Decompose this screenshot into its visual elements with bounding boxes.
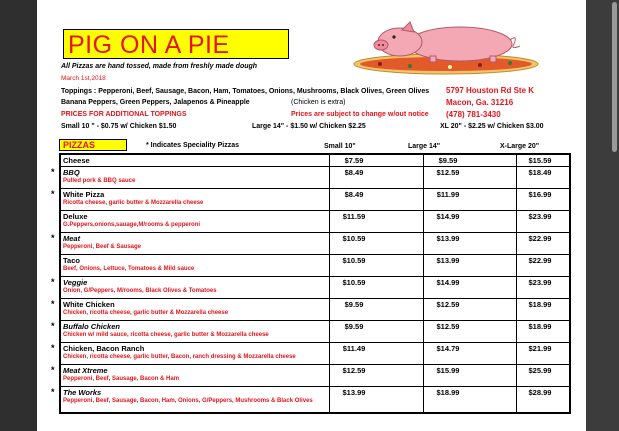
price-small: $8.49 — [344, 168, 364, 177]
price-xl: $15.59 — [528, 156, 552, 165]
price-large: $11.99 — [436, 190, 460, 199]
pizza-name: Deluxe — [63, 212, 88, 221]
price-xl: $21.99 — [528, 344, 552, 353]
specialty-star: * — [51, 167, 55, 177]
price-small: $13.99 — [342, 388, 366, 397]
price-xl: $22.99 — [528, 234, 552, 243]
restaurant-title: PIG ON A PIE — [68, 31, 230, 59]
pizza-description: Beef, Onions, Lettuce, Tomatoes & Mild sauce — [63, 266, 195, 272]
price-xl: $23.99 — [528, 212, 552, 221]
table-row — [61, 343, 569, 365]
pizza-name: BBQ — [63, 168, 80, 177]
table-row — [61, 277, 569, 299]
specialty-star: * — [51, 233, 55, 243]
price-xl: $28.99 — [528, 388, 552, 397]
additional-toppings-heading: PRICES FOR ADDITIONAL TOPPINGS — [61, 111, 187, 118]
pizza-description: Chicken, ricotta cheese, garlic butter, Bacon, ranch dressing & Mozzarella cheese — [63, 354, 296, 360]
column-header-xl: X-Large 20" — [500, 143, 540, 150]
price-small: $8.49 — [344, 190, 364, 199]
chicken-extra-note: (Chicken is extra) — [291, 99, 346, 106]
price-large: $9.59 — [438, 156, 458, 165]
column-header-small: Small 10" — [324, 143, 356, 150]
price-small: $10.59 — [342, 256, 366, 265]
price-large: $12.59 — [436, 300, 460, 309]
table-row — [61, 387, 569, 412]
price-small: $12.59 — [342, 366, 366, 375]
price-large: $12.59 — [436, 168, 460, 177]
table-row — [61, 167, 569, 189]
price-large: $13.99 — [436, 256, 460, 265]
price-large: $18.99 — [436, 388, 460, 397]
pizza-description: Pepperoni, Beef, Sausage, Bacon & Ham — [63, 376, 180, 382]
pizza-price-table — [59, 153, 571, 414]
pizza-description: Onion, G/Peppers, M/rooms, Black Olives & Tomatoes — [63, 288, 217, 294]
table-row — [61, 233, 569, 255]
price-xl: $16.99 — [528, 190, 552, 199]
tagline: All Pizzas are hand tossed, made from freshly made dough — [61, 63, 258, 70]
price-large: $15.99 — [436, 366, 460, 375]
specialty-star: * — [51, 387, 55, 397]
menu-date: March 1st,2018 — [61, 75, 106, 82]
price-xl: $18.99 — [528, 300, 552, 309]
price-small: $9.59 — [344, 322, 364, 331]
price-small: $10.59 — [342, 278, 366, 287]
pig-on-pizza-logo — [350, 20, 542, 78]
pizza-description: Pulled pork & BBQ sauce — [63, 178, 136, 184]
prices-subject-note: Prices are subject to change w/out notice — [291, 111, 429, 118]
specialty-star: * — [51, 343, 55, 353]
address-line: 5797 Houston Rd Ste K — [446, 86, 535, 95]
specialty-star: * — [51, 189, 55, 199]
price-xl: $18.99 — [528, 322, 552, 331]
pizza-name: Taco — [63, 256, 80, 265]
table-row — [61, 255, 569, 277]
price-large: $14.99 — [436, 212, 460, 221]
specialty-star: * — [51, 277, 55, 287]
pizza-description: Ricotta cheese, garlic butter & Mozzarella cheese — [63, 200, 204, 206]
table-row — [61, 155, 569, 167]
topping-price-large: Large 14" - $1.50 w/ Chicken $2.25 — [252, 123, 366, 130]
pizza-name: White Chicken — [63, 300, 115, 309]
pizza-name: White Pizza — [63, 190, 105, 199]
price-xl: $23.99 — [528, 278, 552, 287]
pizzas-section-label: PIZZAS — [63, 140, 96, 150]
table-row — [61, 189, 569, 211]
column-header-large: Large 14" — [408, 143, 441, 150]
pizza-name: Chicken, Bacon Ranch — [63, 344, 145, 353]
pizza-description: Pepperoni, Beef & Sausage — [63, 244, 142, 250]
topping-price-xl: XL 20" - $2.25 w/ Chicken $3.00 — [440, 123, 544, 130]
price-xl: $22.99 — [528, 256, 552, 265]
viewer-background-left — [0, 0, 37, 431]
price-small: $11.59 — [342, 212, 366, 221]
specialty-note: * Indicates Speciality Pizzas — [146, 142, 239, 149]
price-large: $14.79 — [436, 344, 460, 353]
price-large: $13.99 — [436, 234, 460, 243]
phone-number: (478) 781-3430 — [446, 110, 501, 119]
toppings-line-1: Toppings : Pepperoni, Beef, Sausage, Bacon, Ham, Tomatoes, Onions, Mushrooms, Black Olives, Green Olives — [61, 88, 430, 95]
table-row — [61, 321, 569, 343]
pizza-name: Meat Xtreme — [63, 366, 108, 375]
price-xl: $25.99 — [528, 366, 552, 375]
price-large: $14.99 — [436, 278, 460, 287]
specialty-star: * — [51, 299, 55, 309]
price-small: $7.59 — [344, 156, 364, 165]
pizza-name: Cheese — [63, 156, 90, 165]
table-row — [61, 299, 569, 321]
pizza-description: Chicken, ricotta cheese, garlic butter & Mozzarella cheese — [63, 310, 229, 316]
vertical-scrollbar[interactable] — [612, 2, 617, 152]
specialty-star: * — [51, 321, 55, 331]
city-line: Macon, Ga. 31216 — [446, 98, 514, 107]
pizza-name: Buffalo Chicken — [63, 322, 120, 331]
specialty-star: * — [51, 365, 55, 375]
topping-price-small: Small 10 " - $0.75 w/ Chicken $1.50 — [61, 123, 177, 130]
price-small: $9.59 — [344, 300, 364, 309]
toppings-line-2: Banana Peppers, Green Peppers, Jalapenos & Pineapple — [61, 99, 250, 106]
pizza-name: The Works — [63, 388, 102, 397]
pizza-description: Pepperoni, Beef, Sausage, Bacon, Ham, Onions, G/Peppers, Mushrooms & Black Olives — [63, 398, 313, 404]
pizza-name: Meat — [63, 234, 81, 243]
pizza-name: Veggie — [63, 278, 88, 287]
title-banner — [63, 29, 289, 59]
price-small: $11.49 — [342, 344, 366, 353]
price-xl: $18.49 — [528, 168, 552, 177]
pizzas-section-label-box — [59, 139, 127, 151]
price-large: $12.59 — [436, 322, 460, 331]
price-small: $10.59 — [342, 234, 366, 243]
pizza-description: G.Peppers,onions,sauage,M/rooms & pepperoni — [63, 222, 201, 228]
table-row — [61, 365, 569, 387]
table-row — [61, 211, 569, 233]
pizza-description: Chicken w/ mild sauce, ricotta cheese, garlic butter & Mozzarella cheese — [63, 332, 269, 338]
